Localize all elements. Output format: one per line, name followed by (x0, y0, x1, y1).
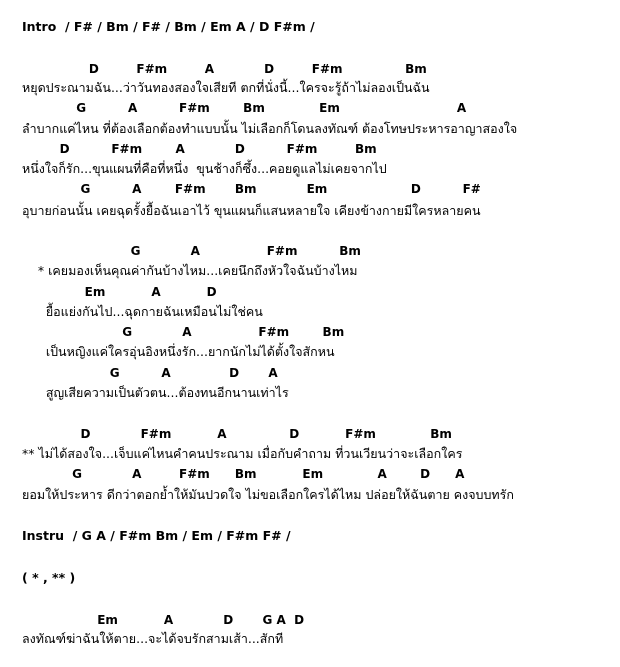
lyric-line: สูญเสียความเป็นตัวตน...ต้องทนอีกนานเท่าไร (22, 385, 289, 400)
chord-line: Em A D (22, 285, 217, 299)
lyric-line: * เคยมองเห็นคุณค่ากันบ้างไหม...เคยนึกถึงหัวใจฉันบ้างไหม (22, 263, 358, 278)
lyric-line: เป็นหญิงแค่ใครอุ่นอิงหนึ่งรัก...ยากนักไม่ได้ตั้งใจสักหน (22, 344, 335, 359)
chord-line: D F#m A D F#m Bm (22, 142, 377, 156)
chord-line: G A D A (22, 366, 278, 380)
chord-line: D F#m A D F#m Bm (22, 62, 427, 76)
chord-line: G A F#m Bm Em A (22, 101, 467, 115)
chord-line: D F#m A D F#m Bm (22, 427, 452, 441)
chord-line: G A F#m Bm (22, 325, 345, 339)
lyric-line: ลำบากแค่ไหน ที่ต้องเลือกต้องทำแบบนั้น ไม่เลือกก็โดนลงทัณฑ์ ต้องโทษประหารอาญาสองใจ (22, 121, 518, 136)
chord-line: G A F#m Bm Em D F# (22, 182, 481, 196)
lyric-line: ** ไม่ได้สองใจ...เจ็บแค่ไหนคำคนประณาม เมื่อกับคำถาม ที่วนเวียนว่าจะเลือกใคร (22, 446, 463, 461)
instru-line: Instru / G A / F#m Bm / Em / F#m F# / (22, 528, 291, 543)
lyric-line: หนึ่งใจก็รัก...ขุนแผนที่คือที่หนึ่ง ขุนช้างก็ซึ้ง...คอยดูแลไม่เคยจากไป (22, 161, 387, 176)
lyric-line: หยุดประณามฉัน...ว่าวันทองสองใจเสียที ตกที่นั่งนี้...ใครจะรู้ถ้าไม่ลองเป็นฉัน (22, 80, 430, 95)
intro-line: Intro / F# / Bm / F# / Bm / Em A / D F#m / (22, 19, 315, 34)
lyric-line: ยื้อแย่งกันไป...ฉุดกายฉันเหมือนไม่ใช่คน (22, 304, 263, 319)
lyric-line: ยอมให้ประหาร ดีกว่าตอกย้ำให้มันปวดใจ ไม่ขอเลือกใครได้ไหม ปล่อยให้ฉันตาย คงจบบทรัก (22, 487, 514, 502)
chord-line: G A F#m Bm Em A D A (22, 467, 465, 481)
lyric-line: อุบายก่อนนั้น เคยฉุดรั้งยื้อฉันเอาไว้ ขุนแผนก็แสนหลายใจ เคียงข้างกายมีใครหลายคน (22, 203, 481, 218)
repeat-marker: ( * , ** ) (22, 570, 76, 585)
chord-line: Em A D G A D (22, 613, 305, 627)
lyric-line: ลงทัณฑ์ฆ่าฉันให้ตาย...จะได้จบรักสามเส้า...สักที (22, 631, 284, 646)
chord-line: G A F#m Bm (22, 244, 361, 258)
